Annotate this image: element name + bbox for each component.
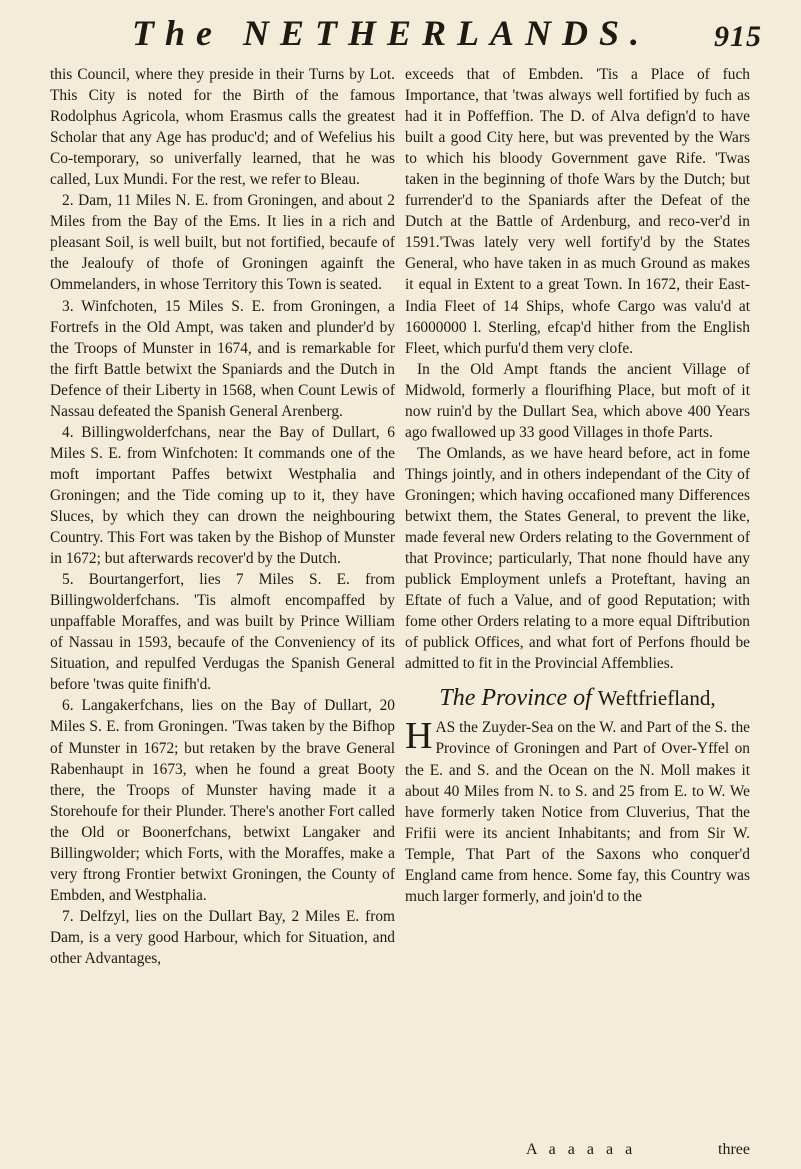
running-title: The NETHERLANDS. <box>132 13 651 53</box>
section-title-name: Weftfriefland, <box>597 686 716 711</box>
signature-mark: A a a a a a <box>526 1141 637 1158</box>
paragraph-delfzyl: 7. Delfzyl, lies on the Dullart Bay, 2 Miles E. from Dam, is a very good Harbour, which for Situation, and other Advantages, <box>50 907 395 967</box>
right-column <box>405 64 750 907</box>
section-title <box>405 685 750 712</box>
page-number: 915 <box>714 20 762 53</box>
left-column <box>50 64 395 969</box>
paragraph-billingwolder: 4. Billingwolderfchans, near the Bay of Dullart, 6 Miles S. E. from Winfchoten: It commands one of the moft important Paffes betwixt Westphalia and Groningen; and the Tide coming up to it, they have Sluces, by which they can drown the neighbouring Country. This Fort was taken by the Bishop of Munster in 1672; but afterwards recover'd by the Dutch. <box>50 423 395 568</box>
paragraph-omlands: The Omlands, as we have heard before, act in fome Things jointly, and in others independant of the City of Groningen; which having occafioned many Differences betwixt them, the States General, to prevent the like, made feveral new Orders relating to the Government of that Province; particularly, That none fhould have any publick Employment unlefs a Proteftant, having an Eftate of fuch a Value, and of good Reputation; with fome other Orders relating to a more equal Diftribution of publick Offices, and what fort of Perfons fhould be admitted to fit in the Provincial Affemblies. <box>405 444 750 673</box>
catchline <box>420 1141 750 1163</box>
section-text: AS the Zuyder-Sea on the W. and Part of the S. the Province of Groningen and Part of Over-Yffel on the E. and S. and the Ocean on the N. Moll makes it about 40 Miles from N. to S. and 25 from E. to W. We have formerly taken Notice from Cluverius, That the Frifii were its ancient Inhabitants; and from Sir W. Temple, That Part of the Saxons who conquer'd England came from hence. Some fay, this Country was much larger formerly, and join'd to the <box>405 719 750 905</box>
paragraph: this Council, where they preside in their Turns by Lot. This City is noted for the Birth of the famous Rodolphus Agricola, whom Erasmus calls the greatest Scholar that any Age has produc'd; and of Wefelius his Co-temporary, so univerfally learned, that he was called, Lux Mundi. For the rest, we refer to Bleau. <box>50 66 395 189</box>
paragraph-continued: exceeds that of Embden. 'Tis a Place of fuch Importance, that 'twas always well fortified by fuch as had it in Poffeffion. The D. of Alva defign'd to have built a good City here, but was prevented by the Wars to which his bloody Government gave Rife. 'Twas taken in the beginning of thofe Wars by the Dutch; but furrender'd to the Spaniards after the Defeat of the Dutch at the Battle of Ardenburg, and reco-ver'd in 1591.'Twas lately very well fortify'd by the States General, who have taken in as much Ground as makes it equal in Extent to a great Town. In 1672, their East-India Fleet of 14 Ships, whofe Cargo was valu'd at 16000000 l. Sterling, efcap'd hither from the English Fleet, which purfu'd them very clofe. <box>405 66 750 357</box>
page-header <box>42 10 762 56</box>
drop-cap: H <box>405 715 433 758</box>
paragraph-winschoten: 3. Winfchoten, 15 Miles S. E. from Groningen, a Fortrefs in the Old Ampt, was taken and plunder'd by the Troops of Munster in 1674, and is remarkable for the firft Battle betwixt the Spaniards and the Dutch in Defence of their Liberty in 1568, when Count Lewis of Nassau defeated the Spanish General Arenberg. <box>50 297 395 420</box>
section-title-italic: The Province of <box>439 685 592 712</box>
paragraph-old-ampt: In the Old Ampt ftands the ancient Village of Midwold, formerly a flourifhing Place, but moft of it now ruin'd by the Dullart Sea, which above 400 Years ago fwallowed up 33 good Villages in thofe Parts. <box>405 360 750 441</box>
paragraph-dam: 2. Dam, 11 Miles N. E. from Groningen, and about 2 Miles from the Bay of the Ems. It lies in a rich and pleasant Soil, is well built, but not fortified, becaufe of the Jealoufy of thofe of Groningen againft the Ommelanders, in whose Territory this Town is seated. <box>50 192 395 294</box>
catchword: three <box>718 1141 750 1158</box>
paragraph-bourtange: 5. Bourtangerfort, lies 7 Miles S. E. from Billingwolderfchans. 'Tis almoft encompaffed by unpaffable Moraffes, and was built by Prince William of Nassau in 1593, becaufe of the Conveniency of its Situation, and repulfed Verdugas the Spanish General before 'twas quite finifh'd. <box>50 571 395 694</box>
section-paragraph <box>405 717 750 906</box>
paragraph-langaker: 6. Langakerfchans, lies on the Bay of Dullart, 20 Miles S. E. from Groningen. 'Twas taken by the Bifhop of Munster in 1672; but retaken by the brave General Rabenhaupt in 1673, when he found a great Booty there, the Troops of Munster having made it a Storehoufe for their Plunder. There's another Fort called the Old or Boonerfchans, betwixt Langaker and Billingwolder; which Forts, with the Moraffes, make a very ftrong Frontier betwixt Groningen, the County of Embden, and Westphalia. <box>50 697 395 904</box>
